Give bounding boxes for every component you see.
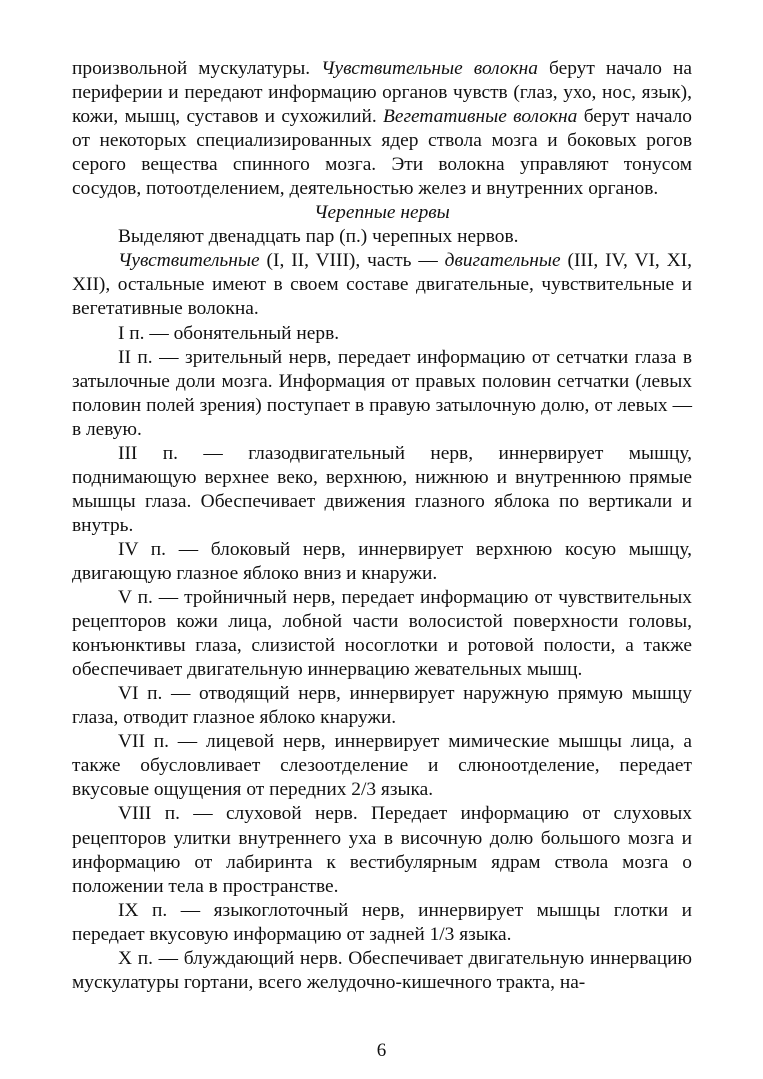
intro-paragraph	[72, 57, 692, 201]
text-run: VI п. — отводящий нерв, иннервирует наружную прямую мышцу глаза, отводит глазное яблоко кнаружи.	[72, 683, 692, 729]
text-run: Выделяют двенадцать пар (п.) черепных нервов.	[118, 226, 519, 248]
section-heading: Черепные нервы	[314, 202, 450, 224]
text-run: (I, II, VIII), часть —	[259, 250, 445, 272]
body-paragraph	[72, 947, 692, 995]
body-paragraph	[72, 586, 692, 682]
text-run: IX п. — языкоглоточный нерв, иннервирует мышцы глотки и передает вкусовую информацию от задней 1/3 языка.	[72, 899, 692, 945]
text-run: I п. — обонятельный нерв.	[118, 322, 340, 344]
nerve-paragraphs	[72, 225, 692, 995]
text-run: произвольной мускулатуры.	[72, 58, 322, 79]
page-number: 6	[376, 1040, 387, 1061]
text-run: III п. — глазодвигательный нерв, иннервирует мышцу, поднимающую верхнее веко, верхнюю, нижнюю и внутреннюю прямые мышцы глаза. Обеспечивает движения глазного яблока по вертикали и внутрь.	[72, 442, 692, 536]
italic-term: Чувствительные	[118, 250, 260, 272]
text-run: VIII п. — слуховой нерв. Передает информацию от слуховых рецепторов улитки внутреннего уха в височную долю большого мозга и информацию от лабиринта к вестибулярным ядрам ствола мозга о положении тела в пространстве.	[72, 803, 692, 897]
body-paragraph	[72, 682, 692, 730]
body-paragraph	[72, 899, 692, 947]
text-run: VII п. — лицевой нерв, иннервирует мимические мышцы лица, а также обусловливает слезоотделение и слюноотделение, передает вкусовые ощущения от передних 2/3 языка.	[72, 731, 692, 801]
text-run: X п. — блуждающий нерв. Обеспечивает двигательную иннервацию мускулатуры гортани, всего желудочно-кишечного тракта, на-	[72, 947, 692, 993]
body-paragraph	[72, 322, 692, 346]
italic-term: Вегетативные волокна	[383, 106, 578, 128]
intro-paragraphs	[72, 57, 692, 201]
body-paragraph	[72, 730, 692, 802]
italic-term: Чувствительные волокна	[321, 58, 538, 79]
body-paragraph	[72, 346, 692, 442]
text-run: (III, IV, VI, XI, XII), остальные имеют в своем составе двигательные, чувствительные и вегетативные волокна.	[72, 250, 692, 320]
italic-term: двигательные	[444, 250, 561, 272]
text-run: V п. — тройничный нерв, передает информацию от чувствительных рецепторов кожи лица, лобной части волосистой поверхности головы, конъюнктивы глаза, слизистой носоглотки и ротовой полости, а также обеспечивает двигательную иннервацию жевательных мышц.	[72, 587, 692, 681]
body-paragraph	[72, 225, 692, 249]
body-paragraph	[72, 442, 692, 538]
text-run: берут начало на периферии и передают информацию органов чувств (глаз, ухо, нос, язык), кожи, мышц, суставов и сухожилий.	[72, 58, 693, 128]
body-paragraph	[72, 249, 692, 321]
body-paragraph	[72, 802, 692, 898]
text-run: берут начало от некоторых специализированных ядер ствола мозга и боковых рогов серого вещества спинного мозга. Эти волокна управляют тонусом сосудов, потоотделением, деятельностью желез и внутренних органов.	[72, 106, 692, 200]
text-run: IV п. — блоковый нерв, иннервирует верхнюю косую мышцу, двигающую глазное яблоко вниз и кнаружи.	[72, 538, 692, 584]
body-paragraph	[72, 538, 692, 586]
page-body	[72, 57, 692, 995]
text-run: II п. — зрительный нерв, передает информацию от сетчатки глаза в затылочные доли мозга. Информация от правых половин сетчатки (левых половин полей зрения) поступает в правую затылочную долю, от левых — в левую.	[72, 346, 692, 440]
